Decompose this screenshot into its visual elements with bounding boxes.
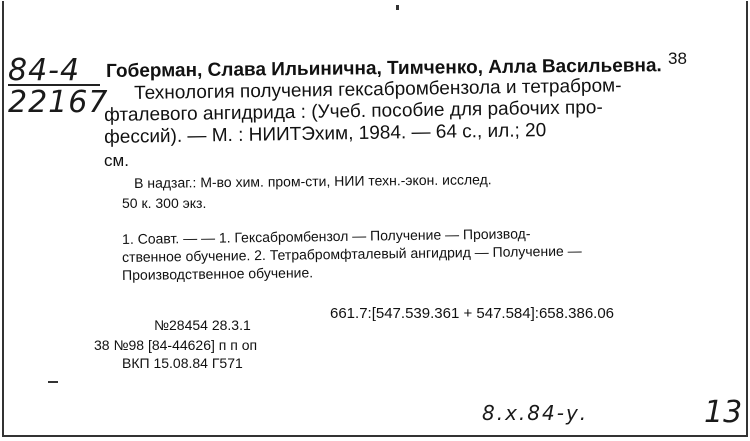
note-line: В надзаг.: М-во хим. пром-сти, НИИ техн.-экон. исслед. [134,171,492,191]
subject-line: Производственное обучение. [122,264,314,283]
top-tick-mark [396,5,399,10]
authors-heading: Гоберман, Слава Ильинична, Тимченко, Алла Васильевна. [106,55,662,82]
title-line: см. [104,151,129,170]
handwritten-number: 13 [704,395,743,430]
title-line: Технология получения гексабромбензола и тетрабром- [134,75,622,104]
shelfmark-top [8,53,100,86]
title-line: фталевого ангидрида : (Учеб. пособие для рабочих про- [104,97,603,126]
shelfmark-top-text: 84-4 [8,53,81,88]
dash-mark [48,381,58,383]
inventory-line: 38 №98 [84-44626] п п оп [94,337,258,353]
page-number: 38 [668,49,687,68]
note-line: 50 к. 300 экз. [122,195,207,211]
title-line: фессий). — М. : НИИТЭхим, 1984. — 64 с., ил.; 20 [104,120,547,148]
inventory-line: ВКП 15.08.84 Г571 [122,355,243,371]
inventory-line: №28454 28.3.1 [154,317,251,333]
subject-line: 1. Соавт. — — 1. Гексабромбензол — Получение — Производ- [122,225,531,247]
shelfmark-bottom: 22167 [8,85,109,120]
subject-line: ственное обучение. 2. Тетрабромфталевый ангидрид — Получение — [122,242,582,265]
handwritten-date: 8.x.84-у. [482,401,589,425]
udc-classification: 661.7:[547.539.361 + 547.584]:658.386.06 [330,305,615,322]
catalog-card [2,1,748,437]
